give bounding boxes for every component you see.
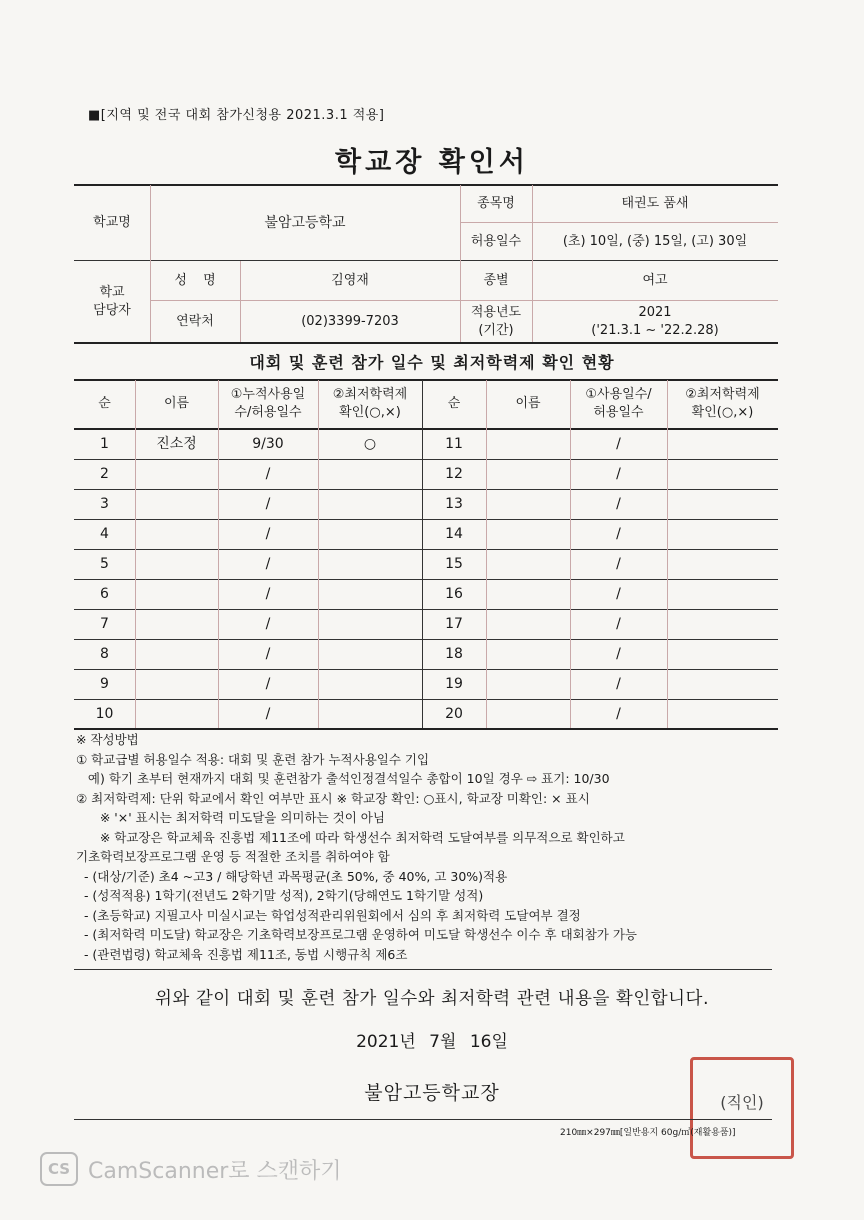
category-value: 여고 [642, 272, 668, 288]
row-check-2 [667, 549, 778, 579]
event-value: 태권도 품새 [621, 195, 689, 211]
row-days: / [265, 706, 271, 722]
instruction-line: 예) 학기 초부터 현재까지 대회 및 훈련참가 출석인정결석일수 총합이 10일 경우 ⇨ 표기: 10/30 [76, 771, 610, 786]
camscanner-text: CamScanner로 스캔하기 [88, 1158, 342, 1184]
header-days-2-line2: 허용일수 [593, 405, 644, 420]
row-name [135, 609, 218, 639]
notes-divider [74, 969, 772, 970]
row-no-2: 17 [445, 616, 463, 632]
row-days: / [265, 466, 271, 482]
row-no: 1 [100, 436, 109, 452]
row-name-2 [486, 429, 570, 459]
row-check: ○ [363, 436, 377, 452]
row-check-2 [667, 459, 778, 489]
row-check-2 [667, 579, 778, 609]
row-name [135, 549, 218, 579]
instruction-line: 기초학력보장프로그램 운영 등 적절한 조치를 취하여야 함 [76, 849, 390, 864]
row-name-2 [486, 669, 570, 699]
year-value-cell [532, 301, 778, 342]
row-name-2 [486, 609, 570, 639]
row-name [135, 579, 218, 609]
camscanner-watermark [40, 1152, 342, 1186]
header-check-line1: ②최저학력제 [332, 387, 408, 402]
row-check [318, 639, 422, 669]
name-value: 김영재 [331, 272, 369, 288]
row-name-2 [486, 699, 570, 729]
header-no: 순 [98, 396, 111, 411]
row-name: 진소정 [156, 436, 197, 452]
row-no: 6 [100, 586, 109, 602]
row-days-2: / [616, 646, 621, 662]
row-check [318, 609, 422, 639]
official-seal [690, 1057, 794, 1159]
row-no-2: 18 [445, 646, 463, 662]
row-name [135, 489, 218, 519]
row-no-2: 13 [445, 496, 463, 512]
confirmation-statement: 위와 같이 대회 및 훈련 참가 일수와 최저학력 관련 내용을 확인합니다. [154, 989, 710, 1009]
event-label: 종목명 [477, 195, 515, 211]
section-title: 대회 및 훈련 참가 일수 및 최저학력제 확인 현황 [249, 353, 615, 372]
row-name [135, 459, 218, 489]
category-label: 종별 [483, 272, 509, 288]
row-name-2 [486, 639, 570, 669]
row-no-2: 19 [445, 676, 463, 692]
instruction-line: - (성적적용) 1학기(전년도 2학기말 성적), 2학기(당해연도 1학기말 성적) [76, 888, 484, 903]
contact-value: (02)3399-7203 [301, 313, 399, 329]
header-check [318, 380, 422, 428]
document-title: 학교장 확인서 [335, 147, 529, 178]
header-days [218, 380, 318, 428]
header-check-line2: 확인(○,×) [339, 405, 401, 420]
period-value: ('21.3.1 ~ '22.2.28) [591, 322, 719, 338]
row-check-2 [667, 489, 778, 519]
header-check-2-line2: 확인(○,×) [691, 405, 754, 420]
manager-label-line1: 학교 [99, 284, 125, 300]
row-check [318, 549, 422, 579]
year-label [460, 301, 532, 342]
row-no: 8 [100, 646, 109, 662]
allowed-days-label: 허용일수 [470, 233, 522, 249]
row-days: / [265, 556, 271, 572]
row-days-2: / [616, 706, 621, 722]
manager-label [74, 261, 150, 342]
instruction-line: ① 학교급별 허용일수 적용: 대회 및 훈련 참가 누적사용일수 기입 [76, 751, 430, 767]
row-check [318, 519, 422, 549]
row-days-2: / [616, 586, 621, 602]
row-no-2: 12 [445, 466, 463, 482]
row-check-2 [667, 669, 778, 699]
header-check-2 [667, 380, 778, 428]
row-no-2: 16 [445, 586, 463, 602]
row-check [318, 579, 422, 609]
manager-label-line2: 담당자 [93, 302, 131, 318]
school-value: 불암고등학교 [264, 214, 346, 231]
row-days: 9/30 [252, 436, 284, 452]
header-no-2: 순 [447, 396, 461, 411]
row-no: 3 [100, 496, 109, 512]
header-name-2: 이름 [515, 396, 541, 411]
row-check [318, 699, 422, 729]
year-label-line2: (기간) [478, 322, 514, 338]
instruction-line: ※ 작성방법 [76, 732, 139, 747]
row-no: 10 [95, 706, 114, 722]
row-days-2: / [616, 526, 621, 542]
row-days-2: / [616, 496, 621, 512]
row-days: / [265, 616, 271, 632]
row-check-2 [667, 429, 778, 459]
row-no: 2 [100, 466, 109, 482]
row-days-2: / [616, 556, 621, 572]
row-name [135, 669, 218, 699]
instruction-line: - (최저학력 미도달) 학교장은 기초학력보장프로그램 운영하여 미도달 학생선수 이수 후 대회참가 가능 [76, 927, 637, 942]
row-days-2: / [616, 676, 621, 692]
row-days: / [265, 586, 271, 602]
row-days-2: / [616, 616, 621, 632]
row-name-2 [486, 519, 570, 549]
row-no-2: 15 [445, 556, 463, 572]
name-label: 성 명 [174, 272, 216, 288]
seal-text: (직인) [720, 1093, 764, 1112]
row-days: / [265, 646, 271, 662]
row-name-2 [486, 579, 570, 609]
row-days: / [265, 496, 271, 512]
row-check-2 [667, 699, 778, 729]
paper-size-note: 210㎜×297㎜[일반용지 60g/㎡(재활용품)] [560, 1128, 736, 1138]
school-label: 학교명 [93, 214, 131, 230]
row-name [135, 639, 218, 669]
camscanner-logo-icon: CS [40, 1152, 78, 1186]
row-days: / [265, 526, 271, 542]
row-name [135, 519, 218, 549]
row-no: 5 [100, 556, 109, 572]
instruction-line: ※ '×' 표시는 최저학력 미도달을 의미하는 것이 아님 [76, 810, 385, 825]
instruction-line: ② 최저학력제: 단위 학교에서 확인 여부만 표시 ※ 학교장 확인: ○표시, 학교장 미확인: × 표시 [76, 790, 590, 806]
instruction-line: - (대상/기준) 초4 ~고3 / 해당학년 과목평균(초 50%, 중 40%, 고 30%)적용 [76, 868, 508, 884]
row-check [318, 669, 422, 699]
footer-divider [74, 1119, 772, 1120]
instruction-line: ※ 학교장은 학교체육 진흥법 제11조에 따라 학생선수 최저학력 도달여부를 의무적으로 확인하고 [76, 829, 625, 845]
principal-signature: 불암고등학교장 [364, 1082, 500, 1104]
row-days-2: / [616, 436, 621, 452]
form-version-note: ■[지역 및 전국 대회 참가신청용 2021.3.1 적용] [88, 108, 385, 123]
instruction-line: - (관련법령) 학교체육 진흥법 제11조, 동법 시행규칙 제6조 [76, 946, 408, 962]
row-no-2: 11 [445, 436, 463, 452]
info-bottom-border [74, 342, 778, 344]
year-label-line1: 적용년도 [470, 304, 522, 320]
header-check-2-line1: ②최저학력제 [685, 387, 760, 402]
header-days-2 [570, 380, 667, 428]
row-no: 9 [100, 676, 109, 692]
row-days-2: / [616, 466, 621, 482]
header-days-2-line1: ①사용일수/ [585, 387, 652, 402]
row-check-2 [667, 519, 778, 549]
header-days-line2: 수/허용일수 [234, 405, 302, 420]
row-no: 4 [100, 526, 109, 542]
row-name [135, 699, 218, 729]
header-name: 이름 [163, 396, 190, 411]
row-days: / [265, 676, 271, 692]
confirmation-date: 2021년 7월 16일 [356, 1032, 508, 1052]
row-check [318, 489, 422, 519]
allowed-days-value: (초) 10일, (중) 15일, (고) 30일 [562, 233, 748, 249]
row-check [318, 459, 422, 489]
row-check-2 [667, 609, 778, 639]
header-days-line1: ①누적사용일 [230, 387, 306, 402]
row-no: 7 [100, 616, 109, 632]
row-name-2 [486, 489, 570, 519]
row-name-2 [486, 459, 570, 489]
instruction-line: - (초등학교) 지필고사 미실시교는 학업성적관리위원회에서 심의 후 최저학력 도달여부 결정 [76, 907, 581, 923]
row-no-2: 14 [445, 526, 463, 542]
year-value: 2021 [638, 304, 672, 320]
row-no-2: 20 [445, 706, 463, 722]
row-check-2 [667, 639, 778, 669]
row-name-2 [486, 549, 570, 579]
instructions [76, 730, 796, 964]
contact-label: 연락처 [176, 313, 214, 329]
